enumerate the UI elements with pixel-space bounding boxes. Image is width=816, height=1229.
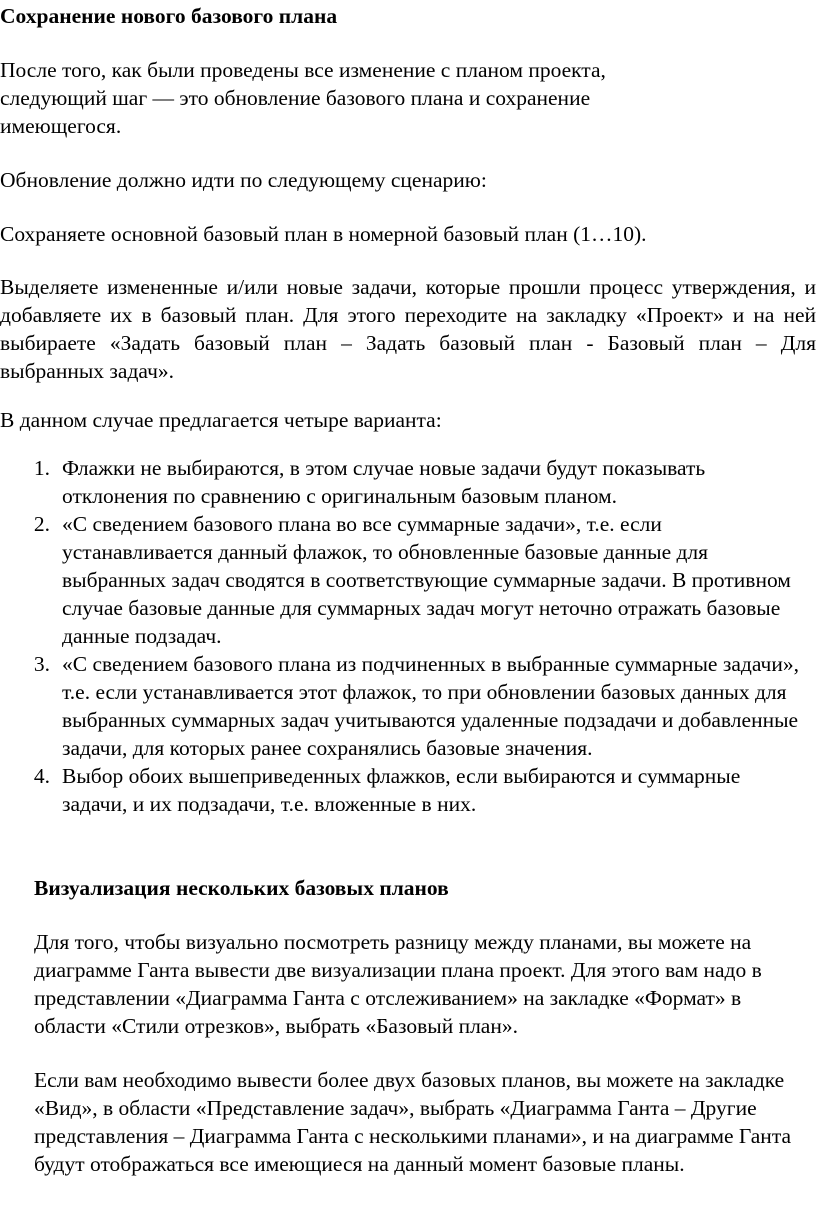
options-list bbox=[0, 454, 816, 818]
paragraph-select-tasks: Выделяете измененные и/или новые задачи, которые прошли процесс утверждения, и добавляете их в базовый план. Для этого переходите на закладку «Проект» и на ней выбираете «Задать базовый план – Задать базовый план - Базовый план – Для выбранных задач». bbox=[0, 275, 816, 383]
list-item-number: 1. bbox=[33, 456, 50, 480]
list-item-text: «С сведением базового плана во все суммарные задачи», т.е. если устанавливается данный флажок, то обновленные базовые данные для выбранных задач сводятся в соответствующие суммарные задачи. В противном случае базовые данные для суммарных задач могут неточно отражать базовые данные подзадач. bbox=[62, 512, 791, 648]
list-item bbox=[0, 650, 802, 762]
list-item-number: 4. bbox=[33, 764, 50, 788]
list-item bbox=[0, 454, 802, 510]
list-item-text: Флажки не выбираются, в этом случае новые задачи будут показывать отклонения по сравнению с оригинальным базовым планом. bbox=[62, 456, 706, 508]
list-item-number: 3. bbox=[33, 652, 50, 676]
list-item-number: 2. bbox=[33, 512, 50, 536]
paragraph-visualize-diff: Для того, чтобы визуально посмотреть разницу между планами, вы можете на диаграмме Ганта вывести две визуализации плана проект. Для этого вам надо в представлении «Диаграмма Ганта с отслеживанием» на закладке «Формат» в области «Стили отрезков», выбрать «Базовый план». bbox=[34, 930, 762, 1038]
list-item bbox=[0, 510, 802, 650]
paragraph-save-numbered: Сохраняете основной базовый план в номерной базовый план (1…10). bbox=[0, 222, 647, 246]
section-title-visualization: Визуализация нескольких базовых планов bbox=[34, 876, 449, 900]
list-item-text: Выбор обоих вышеприведенных флажков, если выбираются и суммарные задачи, и их подзадачи, т.е. вложенные в них. bbox=[62, 764, 741, 816]
paragraph-options-intro: В данном случае предлагается четыре варианта: bbox=[0, 408, 442, 432]
section-title-save-baseline: Сохранение нового базового плана bbox=[0, 4, 338, 28]
paragraph-scenario: Обновление должно идти по следующему сценарию: bbox=[0, 168, 487, 192]
paragraph-intro: После того, как были проведены все изменение с планом проекта, следующий шаг — это обновление базового плана и сохранение имеющегося. bbox=[0, 58, 606, 138]
list-item-text: «С сведением базового плана из подчиненных в выбранные суммарные задачи», т.е. если устанавливается этот флажок, то при обновлении базовых данных для выбранных суммарных задач учитываются удаленные подзадачи и добавленные задачи, для которых ранее сохранялись базовые значения. bbox=[62, 652, 799, 760]
paragraph-multiple-baselines: Если вам необходимо вывести более двух базовых планов, вы можете на закладке «Вид», в области «Представление задач», выбрать «Диаграмма Ганта – Другие представления – Диаграмма Ганта с несколькими планами», и на диаграмме Ганта будут отображаться все имеющиеся на данный момент базовые планы. bbox=[34, 1068, 792, 1176]
list-item bbox=[0, 762, 802, 818]
